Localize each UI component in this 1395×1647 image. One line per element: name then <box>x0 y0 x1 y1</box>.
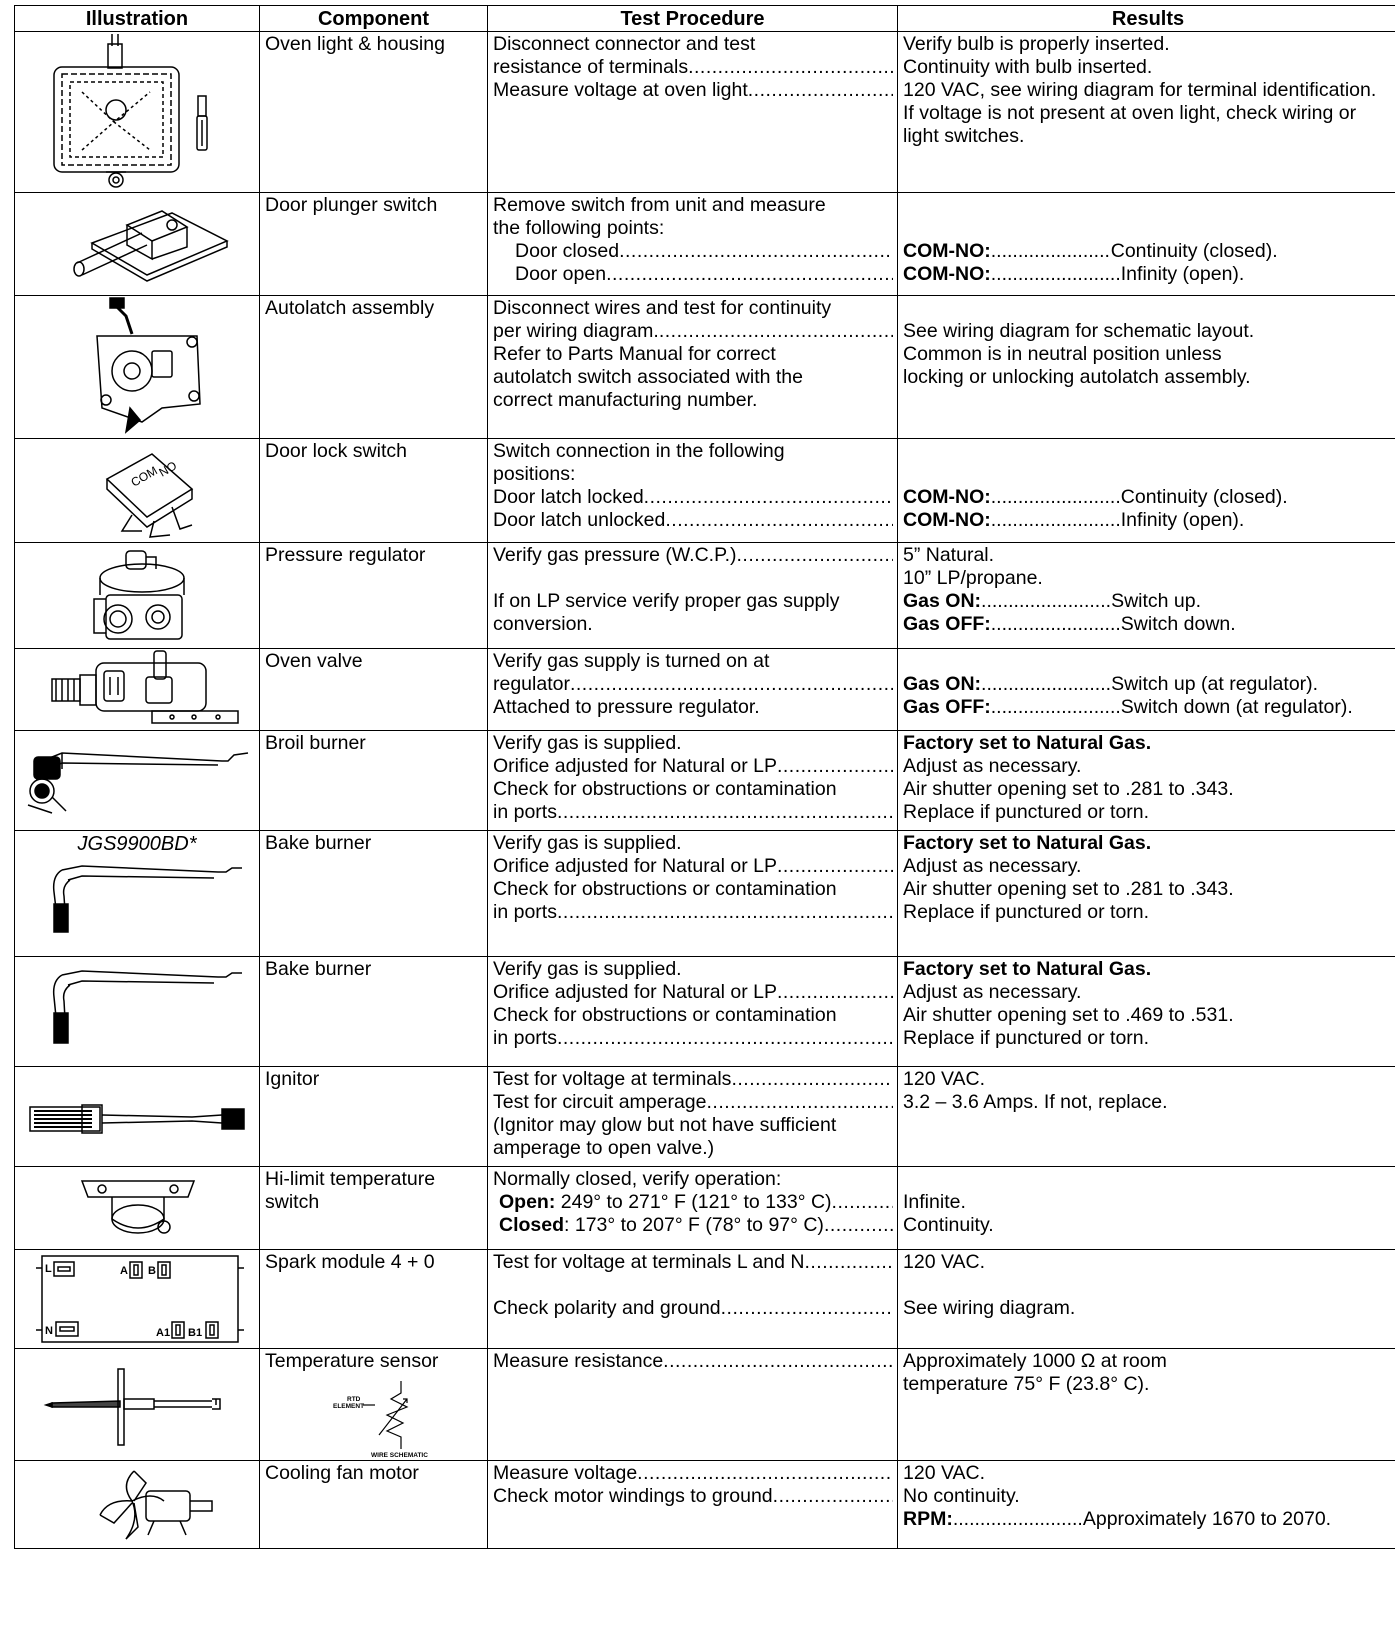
door-lock-switch-illustration <box>15 439 260 543</box>
results-cell: COM-NO: ..... Continuity (closed). COM-NO: ..... Infinity (open). <box>898 193 1395 296</box>
component-cell: Door plunger switch <box>260 193 488 296</box>
spark-module-icon <box>22 1250 252 1346</box>
bake-burner-illustration <box>15 831 260 957</box>
spark-module-illustration <box>15 1250 260 1349</box>
oven-light-housing-icon <box>22 32 252 190</box>
procedure-cell: Disconnect connector and test resistance of terminals ..... Measure voltage at oven light ..... <box>488 32 898 193</box>
procedure-cell: Remove switch from unit and measure the following points: Door closed ..... Door open ..... <box>488 193 898 296</box>
results-cell: Verify bulb is properly inserted. Continuity with bulb inserted. 120 VAC, see wiring diagram for terminal identification. If voltage is not present at oven light, check wiring or light switches. <box>898 32 1395 193</box>
svg-text:WIRE SCHEMATIC: WIRE SCHEMATIC <box>371 1452 428 1459</box>
results-cell: Factory set to Natural Gas. Adjust as necessary. Air shutter opening set to .281 to .343. Replace if punctured or torn. <box>898 731 1395 831</box>
hi-limit-switch-illustration <box>15 1167 260 1250</box>
component-cell: Spark module 4 + 0 <box>260 1250 488 1349</box>
component-cell: Pressure regulator <box>260 543 488 649</box>
table-row <box>15 32 1395 193</box>
results-cell: See wiring diagram for schematic layout. Common is in neutral position unless locking or unlocking autolatch assembly. <box>898 296 1395 439</box>
procedure-cell: Measure resistance ..... <box>488 1349 898 1461</box>
header-illustration: Illustration <box>15 6 260 32</box>
table-row <box>15 831 1395 957</box>
table-row <box>15 1067 1395 1167</box>
procedure-cell: Disconnect wires and test for continuity per wiring diagram. ..... Refer to Parts Manual for correct autolatch switch associated with the correct manufacturing number. <box>488 296 898 439</box>
ignitor-icon <box>22 1067 252 1163</box>
svg-text:NO: NO <box>156 458 180 480</box>
component-cell: Ignitor <box>260 1067 488 1167</box>
hi-limit-switch-icon <box>22 1167 252 1247</box>
component-cell: Door lock switch <box>260 439 488 543</box>
component-cell: Bake burner <box>260 957 488 1067</box>
results-cell: 120 VAC. 3.2 – 3.6 Amps. If not, replace. <box>898 1067 1395 1167</box>
svg-text:A1: A1 <box>156 1327 171 1339</box>
table-row <box>15 193 1395 296</box>
svg-text:L: L <box>45 1263 52 1275</box>
procedure-cell: Verify gas is supplied. Orifice adjusted for Natural or LP ..... Check for obstructions or contamination in ports ..... <box>488 731 898 831</box>
oven-valve-illustration <box>15 649 260 731</box>
table-row <box>15 1461 1395 1549</box>
ignitor-illustration <box>15 1067 260 1167</box>
component-cell: Temperature sensor RTD ELEMENT WIRE SCHEMATIC <box>260 1349 488 1461</box>
svg-text:B: B <box>148 1265 156 1277</box>
svg-text:RTD: RTD <box>347 1396 361 1403</box>
cooling-fan-illustration <box>15 1461 260 1549</box>
procedure-cell: Test for voltage at terminals ..... Test for circuit amperage ..... (Ignitor may glow but not have sufficient amperage to open valve.) <box>488 1067 898 1167</box>
results-cell: Approximately 1000 Ω at room temperature 75° F (23.8° C). <box>898 1349 1395 1461</box>
component-cell: Bake burner <box>260 831 488 957</box>
cooling-fan-motor-icon <box>22 1461 252 1545</box>
broil-burner-icon <box>22 731 252 827</box>
bake-burner-icon <box>22 957 252 1063</box>
results-cell: Factory set to Natural Gas. Adjust as necessary. Air shutter opening set to .469 to .531. Replace if punctured or torn. <box>898 957 1395 1067</box>
table-row <box>15 543 1395 649</box>
bake-burner-icon <box>22 856 252 952</box>
table-row <box>15 1250 1395 1349</box>
autolatch-assembly-icon <box>22 296 252 436</box>
table-row <box>15 957 1395 1067</box>
bake-burner-illustration <box>15 957 260 1067</box>
temperature-sensor-icon <box>22 1349 252 1457</box>
procedure-cell: Verify gas is supplied. Orifice adjusted for Natural or LP ..... Check for obstructions or contamination in ports ..... <box>488 957 898 1067</box>
procedure-cell: Measure voltage ..... Check motor windings to ground ..... <box>488 1461 898 1549</box>
procedure-cell: Normally closed, verify operation: Open: 249° to 271° F (121° to 133° C) ..... Closed: 173° to 207° F (78° to 97° C) ..... <box>488 1167 898 1250</box>
procedure-cell: Test for voltage at terminals L and N ..... Check polarity and ground ..... <box>488 1250 898 1349</box>
svg-text:COM: COM <box>128 463 160 490</box>
component-cell: Autolatch assembly <box>260 296 488 439</box>
component-cell: Hi-limit temperature switch <box>260 1167 488 1250</box>
table-row <box>15 296 1395 439</box>
results-cell: COM-NO: ..... Continuity (closed). COM-NO: ..... Infinity (open). <box>898 439 1395 543</box>
door-plunger-illustration <box>15 193 260 296</box>
broil-burner-illustration <box>15 731 260 831</box>
table-row <box>15 731 1395 831</box>
results-cell: 5” Natural. 10” LP/propane. Gas ON: ..... Switch up. Gas OFF: ..... Switch down. <box>898 543 1395 649</box>
results-cell: Factory set to Natural Gas. Adjust as necessary. Air shutter opening set to .281 to .343. Replace if punctured or torn. <box>898 831 1395 957</box>
oven-valve-icon <box>22 649 252 727</box>
autolatch-illustration <box>15 296 260 439</box>
table-row <box>15 1167 1395 1250</box>
procedure-cell: Verify gas is supplied. Orifice adjusted for Natural or LP ..... Check for obstructions or contamination in ports ..... <box>488 831 898 957</box>
procedure-cell: Verify gas pressure (W.C.P.) ..... If on LP service verify proper gas supply conversion. <box>488 543 898 649</box>
results-cell: 120 VAC. No continuity. RPM: ..... Approximately 1670 to 2070. <box>898 1461 1395 1549</box>
temperature-sensor-illustration <box>15 1349 260 1461</box>
component-cell: Broil burner <box>260 731 488 831</box>
table-row <box>15 649 1395 731</box>
table-row <box>15 1349 1395 1461</box>
component-cell: Oven valve <box>260 649 488 731</box>
component-test-table <box>14 5 1395 1549</box>
procedure-cell: Switch connection in the following positions: Door latch locked ..... Door latch unlocked ..... <box>488 439 898 543</box>
header-test-procedure: Test Procedure <box>488 6 898 32</box>
component-cell: Oven light & housing <box>260 32 488 193</box>
procedure-cell: Verify gas supply is turned on at regulator ..... Attached to pressure regulator. <box>488 649 898 731</box>
header-component: Component <box>260 6 488 32</box>
results-cell: Infinite. Continuity. <box>898 1167 1395 1250</box>
svg-text:ELEMENT: ELEMENT <box>333 1403 365 1410</box>
rtd-schematic-icon <box>303 1377 453 1459</box>
door-plunger-switch-icon <box>22 193 252 293</box>
table-row <box>15 439 1395 543</box>
results-cell: 120 VAC. See wiring diagram. <box>898 1250 1395 1349</box>
svg-text:N: N <box>45 1325 53 1337</box>
results-cell: Gas ON: ..... Switch up (at regulator). Gas OFF: ..... Switch down (at regulator). <box>898 649 1395 731</box>
model-number-label: JGS9900BD* <box>77 833 197 855</box>
header-results: Results <box>898 6 1395 32</box>
table-header-row <box>15 6 1395 32</box>
door-lock-switch-icon <box>22 439 252 539</box>
svg-text:B1: B1 <box>188 1327 203 1339</box>
pressure-regulator-icon <box>22 543 252 645</box>
svg-text:A: A <box>120 1265 128 1277</box>
pressure-regulator-illustration <box>15 543 260 649</box>
component-cell: Cooling fan motor <box>260 1461 488 1549</box>
oven-light-illustration <box>15 32 260 193</box>
